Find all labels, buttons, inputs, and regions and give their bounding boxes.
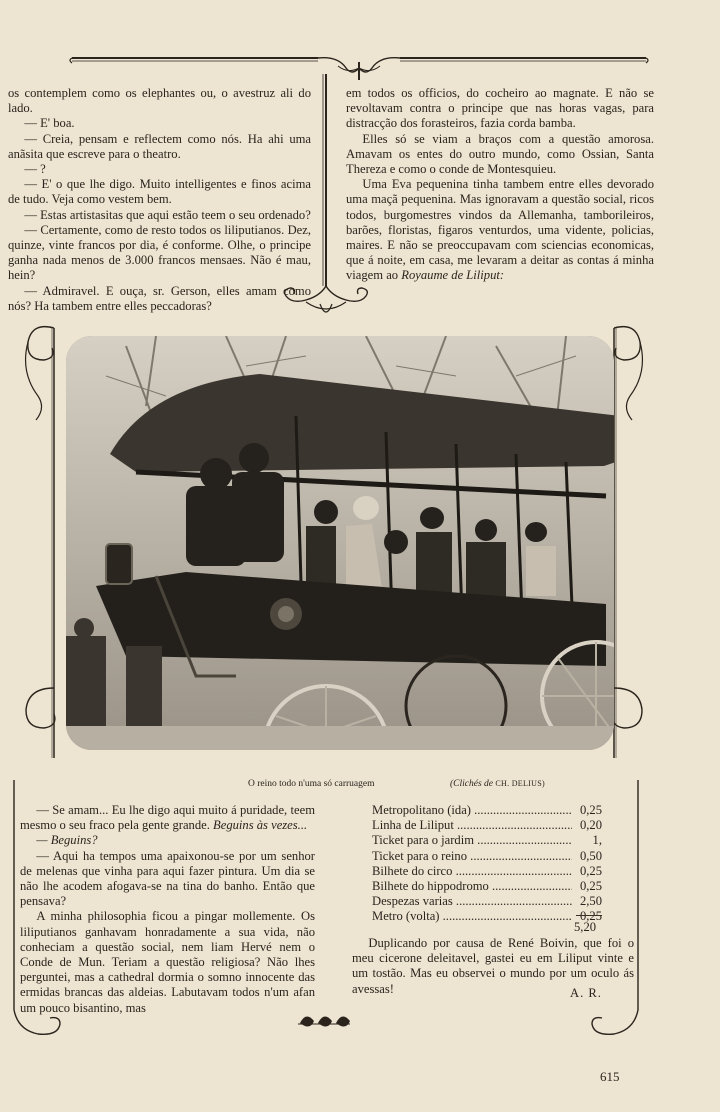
ledger-value: 0,25 [572,909,602,924]
top-left-paragraph [8,208,311,223]
top-left-paragraph [8,132,311,162]
top-right-italic-tail: Royaume de Liliput: [401,268,505,283]
ledger-item: Metro (volta) ..... [372,909,572,924]
top-right-paragraph [346,132,654,178]
closing-text: Duplicando por causa de René Boivin, que foi o meu cicerone deleitavel, gastei eu em Liliput vinte e um tostão. Mas eu observei o mundo por um oculo ás avessas! [352,936,634,996]
ledger-total: 5,20 [574,920,597,934]
top-right-column [346,86,654,284]
top-right-paragraph-text: em todos os officios, do cocheiro ao magnate. E não se revoltavam contra o principe que nas horas vagas, para distracção dos forasteiros, fazia corda bamba. [346,86,654,131]
top-right-paragraph [346,86,654,132]
page-number: 615 [600,1069,620,1084]
top-left-paragraph-text: — Creia, pensam e reflectem como nós. Ha ahi uma anãsita que escreve para o theatro. [8,131,311,161]
carriage-photo [66,336,614,750]
ledger-item: Linha de Liliput ..... [372,818,572,833]
top-left-paragraph [8,162,311,177]
photo-caption: O reino todo n'uma só carruagem [248,779,375,789]
top-left-paragraph-text: — Estas artistasitas que aqui estão teem o seu ordenado? [24,207,311,222]
ledger-value: 0,25 [572,864,602,879]
photo-frame [14,308,646,778]
top-left-column [8,86,311,314]
bottom-left-paragraph-text: — Aqui ha tempos uma apaixonou-se por um senhor de melenas que vinha para aqui fazer pintura. Um dia se não lhe acodem afogava-se na tina do banho. Então que pensava? [20,848,315,909]
top-left-paragraph [8,86,311,116]
top-right-paragraph-text: Uma Eva pequenina tinha tambem entre elles devorado uma maçã pequenina. Mas ignoravam a questão social, ricos todos, burgomestres vindos da Allemanha, tamborileiros, barões, floristas, figaros venturdos, uma vidente, policias, maires. E não se preoccupavam com sciencias economicas, que á noite, em casa, me levaram a deitar as contas á minha viagem ao [346,177,654,283]
ledger-item: Ticket para o reino ..... [372,849,572,864]
ledger-value: 0,50 [572,849,602,864]
top-left-paragraph-text: — Certamente, como de resto todos os liliputianos. Dez, quinze, vinte francos por dia, é conforme. Olhe, o principe ganha nada menos de 3.000 francos mensaes. Não é mau, hein? [8,222,311,283]
ledger-item: Ticket para o jardim ..... [372,833,572,848]
top-left-paragraph-text: os contemplem como os elephantes ou, o avestruz ali do lado. [8,86,311,116]
ledger-value: 0,25 [572,803,602,818]
bottom-frame-ornament [10,780,650,1042]
top-left-paragraph-text: — E' o que lhe digo. Muito intelligentes e finos acima de tudo. Veja como vestem bem. [8,177,311,207]
ledger-value: 0,25 [572,879,602,894]
ledger-item: Bilhete do hippodromo ..... [372,879,572,894]
leaf-ornament-icon [296,1012,352,1034]
top-left-paragraph-text: — E' boa. [24,116,75,131]
carriage-illustration [66,336,614,750]
ledger-item: Despezas varias ..... [372,894,572,909]
bottom-left-italic-tail: Beguins às vezes... [213,818,308,833]
top-right-paragraph-text: Elles só se viam a braços com a questão amorosa. Amavam os entes do outro mundo, como Ossian, Santa Thereza e como o conde de Montesquieu. [346,131,654,177]
top-right-paragraph [346,177,654,283]
top-left-paragraph-text: — Admiravel. E ouça, sr. Gerson, elles amam como nós? Ha tambem entre elles peccadoras? [8,283,311,313]
ledger-value: 1, [572,833,602,848]
photo-credit-name: CH. DELIUS) [495,779,545,788]
bottom-left-paragraph-text: — Beguins? [36,833,98,848]
bottom-left-paragraph-text: — Se amam... Eu lhe digo aqui muito á puridade, teem mesmo o seu fraco pela gente grande. [20,803,315,833]
ledger-item: Bilhete do circo ..... [372,864,572,879]
top-left-paragraph-text: — ? [24,162,46,177]
photo-credit-prefix: (Clichés de [450,779,494,789]
ledger-item: Metropolitano (ida) ..... [372,803,572,818]
author-signature: A. R. [570,986,602,1000]
top-left-paragraph [8,116,311,131]
ledger-value: 2,50 [572,894,602,909]
ledger-value: 0,20 [572,818,602,833]
top-left-paragraph [8,177,311,207]
top-left-paragraph [8,223,311,284]
bottom-left-paragraph-text: A minha philosophia ficou a pingar mollemente. Os liliputianos ganhavam honradamente a sua vida, não conheciam a questão social, nem liam Hervé nem o Conde de Mun. Teriam a questão religiosa? Não lhes perguntei, mas a cathedral dormia o somno innocente das ermidas brancas das aldeias. Labutavam todos n'um afan um pouco bisantino, mas [20,909,315,1015]
